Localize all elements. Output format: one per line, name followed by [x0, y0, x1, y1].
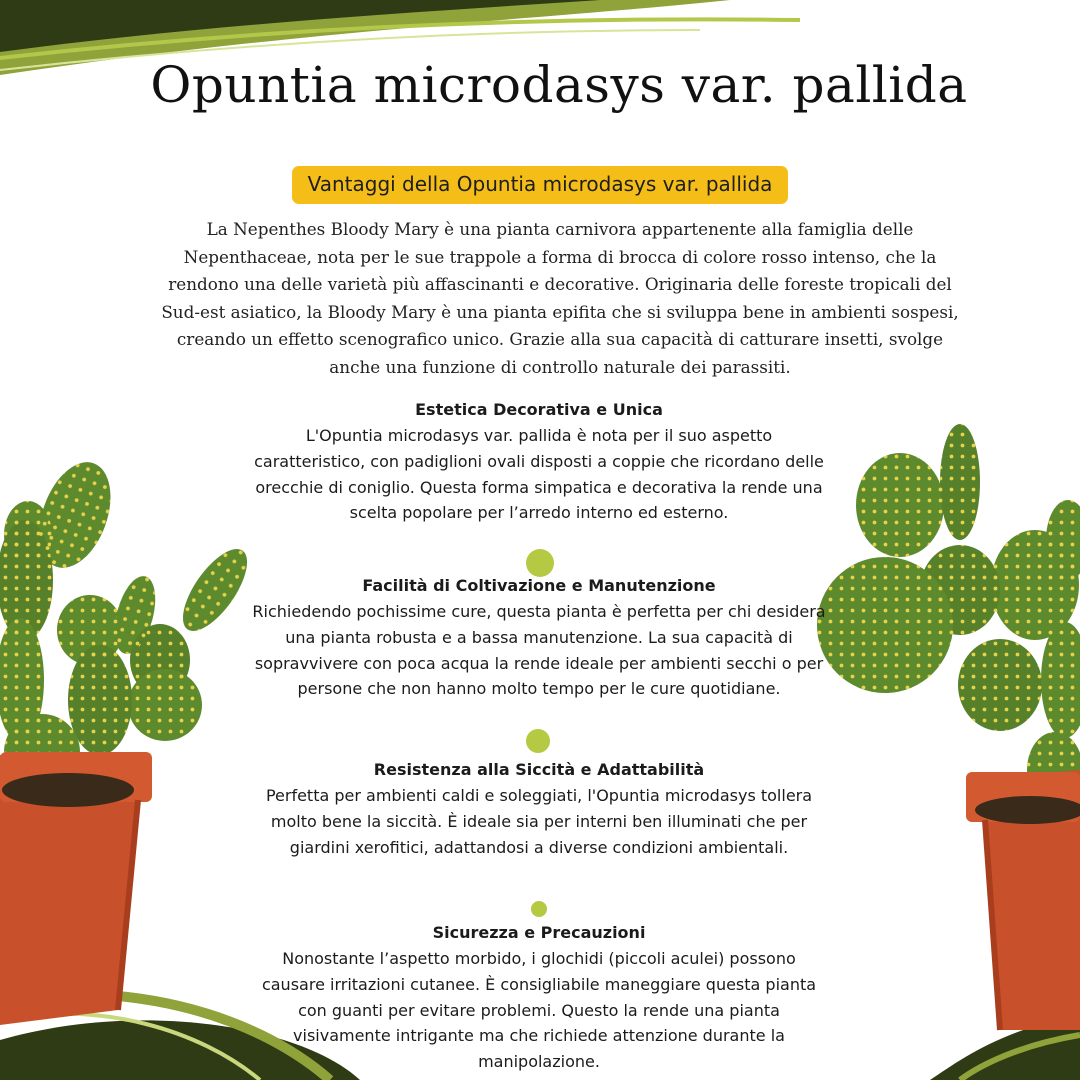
section-coltivazione: [250, 573, 828, 702]
section-resistenza: [250, 757, 828, 860]
intro-paragraph: La Nepenthes Bloody Mary è una pianta carnivora appartenente alla famiglia delle Nepenthaceae, nota per le sue trappole a forma di brocca di colore rosso intenso, che la rendono una delle varietà più affascinanti e decorative. Originaria delle foreste tropicali del Sud-est asiatico, la Bloody Mary è una pianta epifita che si sviluppa bene in ambienti sospesi, creando un effetto scenografico unico. Grazie alla sua capacità di catturare insetti, svolge anche una funzione di controllo naturale dei parassiti.: [161, 219, 959, 377]
section-body: L'Opuntia microdasys var. pallida è nota per il suo aspetto caratteristico, con padiglioni ovali disposti a coppie che ricordano delle orecchie di coniglio. Questa forma simpatica e decorativa la rende una scelta popolare per l’arredo interno ed esterno.: [254, 426, 824, 523]
subtitle-badge: Vantaggi della Opuntia microdasys var. pallida: [292, 166, 789, 204]
section-heading: Sicurezza e Precauzioni: [432, 923, 646, 942]
subtitle-badge-container: [0, 166, 1080, 204]
section-heading: Estetica Decorativa e Unica: [415, 400, 663, 419]
section-heading: Facilità di Coltivazione e Manutenzione: [362, 576, 716, 595]
section-body: Perfetta per ambienti caldi e soleggiati, l'Opuntia microdasys tollera molto bene la siccità. È ideale sia per interni ben illuminati che per giardini xerofitici, adattandosi a diverse condizioni ambientali.: [265, 786, 813, 857]
section-heading: Resistenza alla Siccità e Adattabilità: [373, 760, 705, 779]
section-estetica: [250, 397, 828, 526]
page-title: Opuntia microdasys var. pallida: [150, 56, 968, 114]
section-body: Nonostante l’aspetto morbido, i glochidi (piccoli aculei) possono causare irritazioni cutanee. È consigliabile maneggiare questa pianta con guanti per evitare problemi. Questo la rende una pianta visivamente intrigante ma che richiede attenzione durante la manipolazione.: [261, 949, 817, 1072]
bullet-dot: [526, 729, 550, 753]
section-body: Richiedendo pochissime cure, questa pianta è perfetta per chi desidera una pianta robusta e a bassa manutenzione. La sua capacità di sopravvivere con poca acqua la rende ideale per ambienti secchi o per persone che non hanno molto tempo per le cure quotidiane.: [252, 602, 826, 699]
section-sicurezza: [250, 920, 828, 1075]
bullet-dot: [531, 901, 547, 917]
